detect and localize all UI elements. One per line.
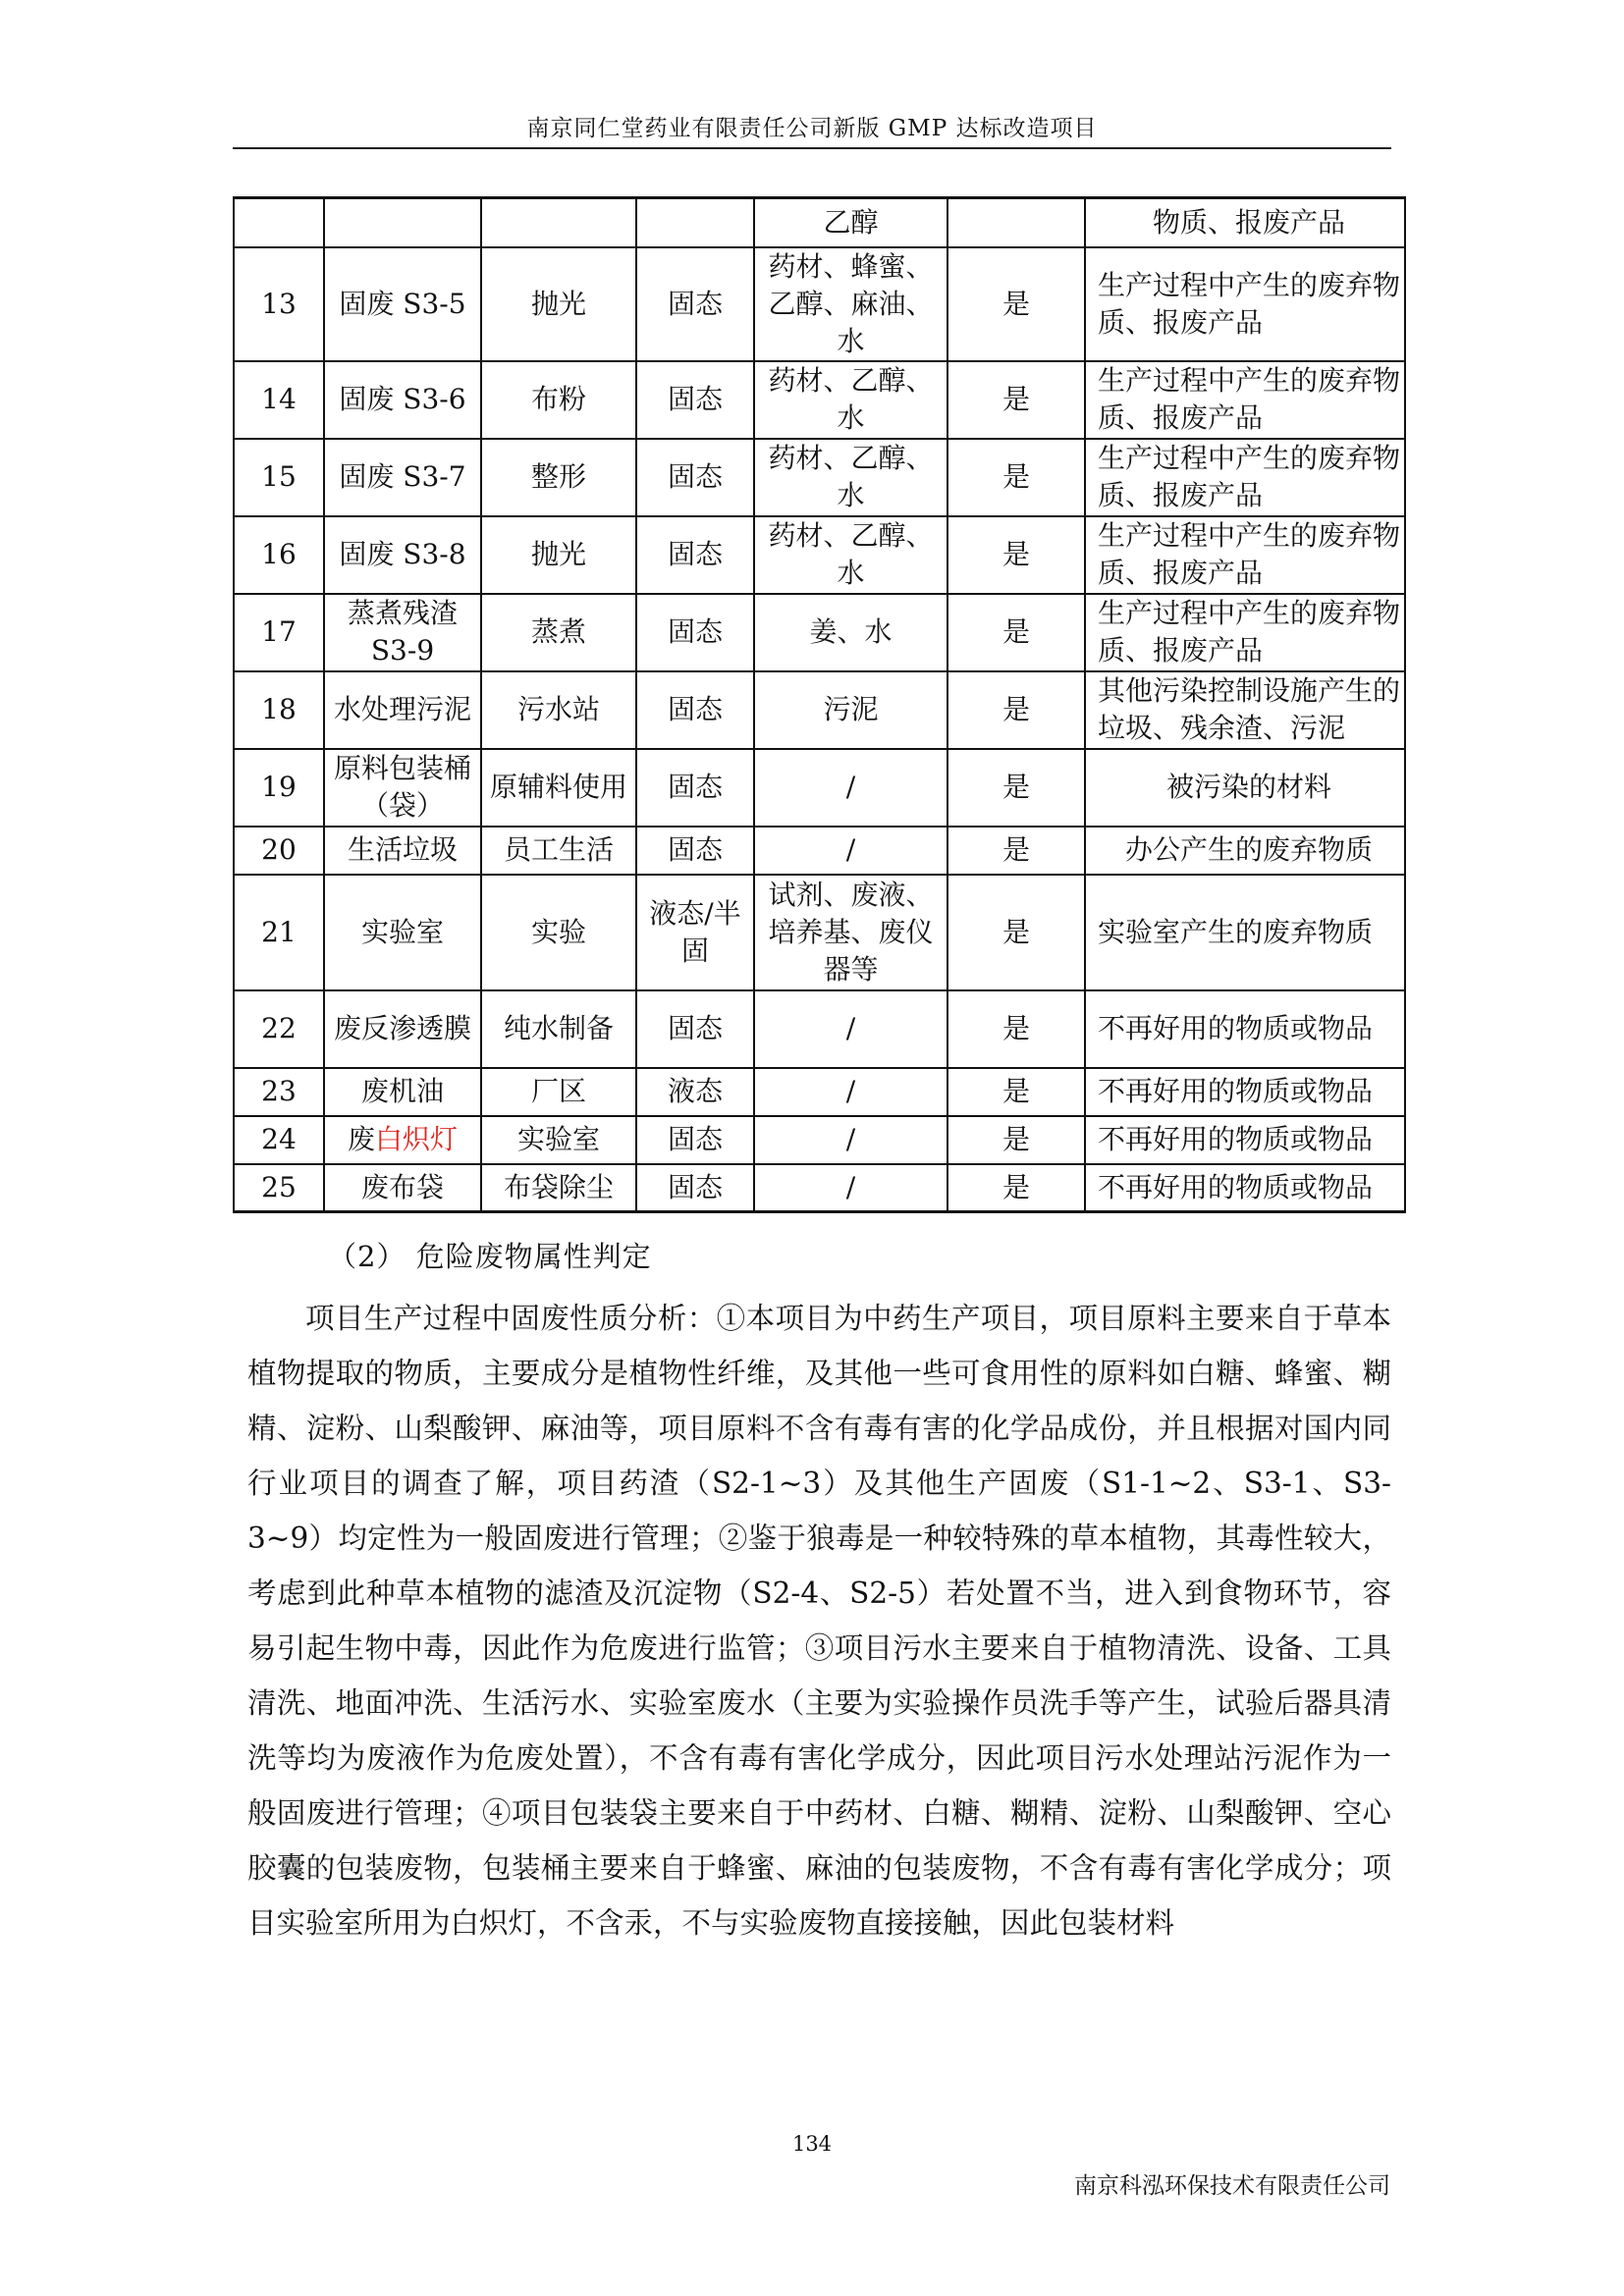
cell-process: 实验室 [481, 1116, 636, 1164]
cell-process [481, 198, 636, 247]
cell-is-solid-waste: 是 [947, 361, 1085, 439]
cell-no: 15 [234, 439, 324, 516]
cell-basis: 生产过程中产生的废弃物质、报废产品 [1085, 594, 1405, 671]
cell-no: 23 [234, 1068, 324, 1116]
cell-form: 固态 [636, 1164, 754, 1212]
cell-no: 21 [234, 875, 324, 990]
table-row [234, 361, 1405, 439]
cell-no: 24 [234, 1116, 324, 1164]
cell-process: 纯水制备 [481, 990, 636, 1068]
cell-process: 整形 [481, 439, 636, 516]
cell-form: 液态 [636, 1068, 754, 1116]
table-row [234, 198, 1405, 247]
cell-name: 废机油 [324, 1068, 481, 1116]
cell-name: 原料包装桶（袋） [324, 749, 481, 827]
cell-is-solid-waste: 是 [947, 875, 1085, 990]
cell-name [324, 198, 481, 247]
cell-basis: 办公产生的废弃物质 [1085, 827, 1405, 875]
cell-form [636, 198, 754, 247]
cell-is-solid-waste: 是 [947, 671, 1085, 749]
cell-name: 固废 S3-6 [324, 361, 481, 439]
table-row [234, 827, 1405, 875]
cell-no: 14 [234, 361, 324, 439]
cell-no: 25 [234, 1164, 324, 1212]
cell-form: 固态 [636, 439, 754, 516]
cell-basis: 其他污染控制设施产生的垃圾、残余渣、污泥 [1085, 671, 1405, 749]
table-row [234, 439, 1405, 516]
cell-basis: 被污染的材料 [1085, 749, 1405, 827]
table-row [234, 247, 1405, 361]
cell-basis: 不再好用的物质或物品 [1085, 1116, 1405, 1164]
cell-components: 乙醇 [754, 198, 947, 247]
cell-is-solid-waste: 是 [947, 1164, 1085, 1212]
cell-components: / [754, 1068, 947, 1116]
cell-no: 13 [234, 247, 324, 361]
cell-no: 22 [234, 990, 324, 1068]
cell-process: 蒸煮 [481, 594, 636, 671]
table-row [234, 516, 1405, 594]
cell-process: 厂区 [481, 1068, 636, 1116]
cell-components: 污泥 [754, 671, 947, 749]
cell-is-solid-waste: 是 [947, 516, 1085, 594]
cell-basis: 生产过程中产生的废弃物质、报废产品 [1085, 516, 1405, 594]
cell-name: 生活垃圾 [324, 827, 481, 875]
cell-name-prefix: 废 [347, 1123, 375, 1155]
cell-components: / [754, 1116, 947, 1164]
cell-name: 蒸煮残渣 S3-9 [324, 594, 481, 671]
cell-basis: 生产过程中产生的废弃物质、报废产品 [1085, 361, 1405, 439]
cell-form: 固态 [636, 990, 754, 1068]
table-row [234, 990, 1405, 1068]
cell-basis: 实验室产生的废弃物质 [1085, 875, 1405, 990]
cell-no: 16 [234, 516, 324, 594]
cell-process: 员工生活 [481, 827, 636, 875]
table-row [234, 671, 1405, 749]
cell-basis: 生产过程中产生的废弃物质、报废产品 [1085, 247, 1405, 361]
cell-components: 药材、乙醇、水 [754, 439, 947, 516]
cell-basis: 不再好用的物质或物品 [1085, 990, 1405, 1068]
cell-components: / [754, 749, 947, 827]
cell-is-solid-waste: 是 [947, 439, 1085, 516]
cell-form: 固态 [636, 1116, 754, 1164]
cell-basis: 不再好用的物质或物品 [1085, 1164, 1405, 1212]
cell-form: 固态 [636, 247, 754, 361]
cell-is-solid-waste: 是 [947, 749, 1085, 827]
cell-process: 污水站 [481, 671, 636, 749]
cell-is-solid-waste: 是 [947, 1068, 1085, 1116]
cell-basis: 不再好用的物质或物品 [1085, 1068, 1405, 1116]
cell-name: 实验室 [324, 875, 481, 990]
cell-process: 抛光 [481, 247, 636, 361]
cell-process: 布袋除尘 [481, 1164, 636, 1212]
cell-is-solid-waste: 是 [947, 247, 1085, 361]
page-number: 134 [791, 2132, 833, 2156]
cell-name: 废布袋 [324, 1164, 481, 1212]
cell-components: / [754, 990, 947, 1068]
cell-name: 固废 S3-8 [324, 516, 481, 594]
cell-components: 药材、乙醇、水 [754, 361, 947, 439]
cell-name: 固废 S3-5 [324, 247, 481, 361]
cell-is-solid-waste [947, 198, 1085, 247]
cell-components: 试剂、废液、培养基、废仪器等 [754, 875, 947, 990]
body-paragraph: 项目生产过程中固废性质分析：①本项目为中药生产项目，项目原料主要来自于草本植物提取的物质，主要成分是植物性纤维，及其他一些可食用性的原料如白糖、蜂蜜、糊精、淀粉、山梨酸钾、麻油等，项目原料不含有毒有害的化学品成份，并且根据对国内同行业项目的调查了解，项目药渣（S2-1~3）及其他生产固废（S1-1~2、S3-1、S3-3~9）均定性为一般固废进行管理；②鉴于狼毒是一种较特殊的草本植物，其毒性较大，考虑到此种草本植物的滤渣及沉淀物（S2-4、S2-5）若处置不当，进入到食物环节，容易引起生物中毒，因此作为危废进行监管；③项目污水主要来自于植物清洗、设备、工具清洗、地面冲洗、生活污水、实验室废水（主要为实验操作员洗手等产生，试验后器具清洗等均为废液作为危废处置），不含有毒有害化学成分，因此项目污水处理站污泥作为一般固废进行管理；④项目包装袋主要来自于中药材、白糖、糊精、淀粉、山梨酸钾、空心胶囊的包装废物，包装桶主要来自于蜂蜜、麻油的包装废物，不含有毒有害化学成分；项目实验室所用为白炽灯，不含汞，不与实验废物直接接触，因此包装材料 [247, 1302, 1391, 1940]
section-heading: （2） 危险废物属性判定 [328, 1240, 652, 1273]
solid-waste-table [233, 196, 1406, 1213]
cell-components: / [754, 827, 947, 875]
cell-no: 19 [234, 749, 324, 827]
cell-name: 固废 S3-7 [324, 439, 481, 516]
cell-components: 药材、蜂蜜、乙醇、麻油、水 [754, 247, 947, 361]
cell-basis: 物质、报废产品 [1085, 198, 1405, 247]
cell-form: 液态/半固 [636, 875, 754, 990]
cell-form: 固态 [636, 516, 754, 594]
header-rule [233, 147, 1391, 149]
cell-process: 实验 [481, 875, 636, 990]
cell-process: 抛光 [481, 516, 636, 594]
cell-no: 20 [234, 827, 324, 875]
cell-no: 17 [234, 594, 324, 671]
cell-components: 姜、水 [754, 594, 947, 671]
cell-no: 18 [234, 671, 324, 749]
cell-is-solid-waste: 是 [947, 594, 1085, 671]
cell-name [324, 1116, 481, 1164]
footer-company: 南京科泓环保技术有限责任公司 [1074, 2173, 1390, 2199]
cell-form: 固态 [636, 361, 754, 439]
cell-form: 固态 [636, 827, 754, 875]
cell-no [234, 198, 324, 247]
cell-form: 固态 [636, 749, 754, 827]
cell-process: 原辅料使用 [481, 749, 636, 827]
table-row [234, 594, 1405, 671]
cell-name: 水处理污泥 [324, 671, 481, 749]
table-row [234, 875, 1405, 990]
table-row [234, 1164, 1405, 1212]
cell-components: / [754, 1164, 947, 1212]
cell-is-solid-waste: 是 [947, 827, 1085, 875]
table-row [234, 749, 1405, 827]
cell-is-solid-waste: 是 [947, 990, 1085, 1068]
cell-form: 固态 [636, 671, 754, 749]
table-row [234, 1116, 1405, 1164]
cell-components: 药材、乙醇、水 [754, 516, 947, 594]
table-row [234, 1068, 1405, 1116]
cell-basis: 生产过程中产生的废弃物质、报废产品 [1085, 439, 1405, 516]
cell-name: 废反渗透膜 [324, 990, 481, 1068]
cell-is-solid-waste: 是 [947, 1116, 1085, 1164]
cell-process: 布粉 [481, 361, 636, 439]
page-header-title: 南京同仁堂药业有限责任公司新版 GMP 达标改造项目 [526, 116, 1098, 141]
cell-form: 固态 [636, 594, 754, 671]
cell-name-highlight: 白炽灯 [375, 1123, 459, 1155]
